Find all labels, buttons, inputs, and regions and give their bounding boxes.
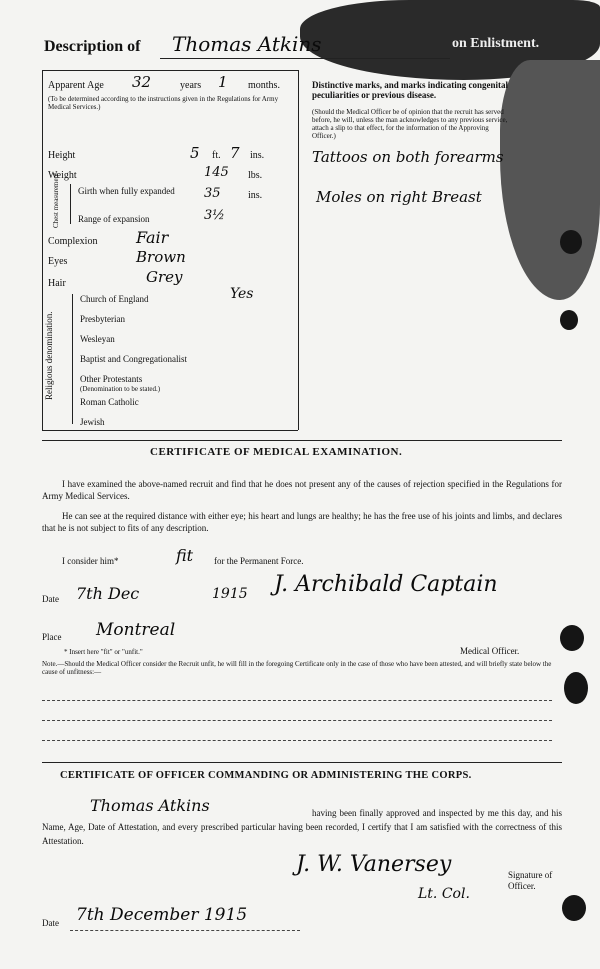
officer-date-value: 7th December 1915: [76, 905, 248, 925]
religion-label: Religious denomination.: [44, 311, 54, 400]
religion-other-protestants: Other Protestants: [80, 374, 143, 384]
insert-note: * Insert here "fit" or "unfit.": [64, 648, 143, 656]
desc-box-divider: [298, 70, 299, 430]
religion-jewish: Jewish: [80, 417, 105, 427]
officer-recruit-name: Thomas Atkins: [90, 796, 210, 815]
years-label: years: [180, 80, 202, 91]
complexion-value: Fair: [136, 228, 169, 247]
expansion-value: 3½: [204, 208, 225, 223]
ink-blot-3: [560, 625, 584, 651]
commanding-officer-rank: Lt. Col.: [418, 886, 470, 902]
ink-blot-5: [562, 895, 586, 921]
commanding-officer-signature: J. W. Vanersey: [296, 852, 452, 877]
desc-box-top: [42, 70, 298, 71]
medical-officer-label: Medical Officer.: [460, 646, 520, 656]
marks-line-1: Tattoos on both forearms: [312, 148, 504, 166]
marks-heading: Distinctive marks, and marks indicating congenital peculiarities or previous disease.: [312, 80, 509, 100]
religion-baptist: Baptist and Congregationalist: [80, 354, 187, 364]
religion-roman-catholic: Roman Catholic: [80, 397, 139, 407]
complexion-label: Complexion: [48, 236, 98, 247]
hair-value: Grey: [146, 268, 183, 286]
consider-value: fit: [176, 546, 194, 565]
officer-date-label: Date: [42, 918, 59, 928]
medical-date-value: 7th Dec: [76, 584, 140, 603]
recruit-name: Thomas Atkins: [172, 32, 322, 56]
chest-label: Chest measurement: [52, 172, 60, 228]
form-title: [44, 38, 140, 56]
medical-year: 1915: [212, 586, 248, 602]
eyes-label: Eyes: [48, 256, 68, 267]
girth-unit: ins.: [248, 190, 263, 201]
unfit-line-1: [42, 700, 552, 701]
desc-box-left: [42, 70, 43, 430]
officer-heading: CERTIFICATE OF OFFICER COMMANDING OR ADMINISTERING THE CORPS.: [60, 770, 472, 781]
height-in-value: 7: [230, 144, 240, 162]
consider-label: I consider him*: [62, 556, 119, 566]
unfit-line-3: [42, 740, 552, 741]
title-prefix: Description of: [44, 38, 141, 55]
title-underline: [160, 58, 450, 59]
weight-value: 145: [204, 165, 229, 180]
desc-box-bottom: [42, 430, 298, 431]
marks-note: (Should the Medical Officer be of opinion that the recruit has served before, he will, unless the man acknowledges to any previous service, attach a slip to that effect, for the information of the Approving Officer.): [312, 108, 508, 140]
medical-date-label: Date: [42, 594, 59, 604]
religion-presbyterian: Presbyterian: [80, 314, 125, 324]
signature-of-officer-label: Signature of Officer.: [508, 870, 553, 891]
age-months-value: 1: [218, 73, 228, 91]
ink-blot-4: [564, 672, 588, 704]
hair-label: Hair: [48, 278, 66, 289]
title-suffix: on Enlistment.: [452, 36, 540, 51]
age-label: Apparent Age: [48, 80, 104, 91]
medical-top-rule: [42, 440, 562, 441]
officer-para: having been finally approved and inspected by me this day, and his Name, Age, Date of Attestation, and every prescribed particular having been recorded, I certify that I am satisfied with the correctness of this Attestation.: [42, 808, 562, 846]
ink-blot-2: [560, 310, 578, 330]
months-label: months.: [248, 80, 280, 91]
chest-brace: [70, 184, 71, 224]
eyes-value: Brown: [136, 248, 186, 266]
marks-line-2: Moles on right Breast: [316, 188, 482, 206]
height-ft-value: 5: [190, 144, 200, 162]
place-label: Place: [42, 632, 62, 642]
ft-label: ft.: [212, 150, 221, 161]
medical-para-1: I have examined the above-named recruit and find that he does not present any of the causes of rejection specified in the Regulations for Army Medical Services.: [42, 479, 562, 501]
ink-blot-1: [560, 230, 582, 254]
officer-date-line: [70, 930, 300, 931]
religion-wesleyan: Wesleyan: [80, 334, 115, 344]
expansion-label: Range of expansion: [78, 214, 150, 224]
lbs-label: lbs.: [248, 170, 263, 181]
height-label: Height: [48, 150, 76, 161]
consider-suffix: for the Permanent Force.: [214, 556, 304, 566]
girth-label: Girth when fully expanded: [78, 186, 175, 196]
weight-label: Weight: [48, 170, 77, 181]
medical-officer-signature: J. Archibald Captain: [274, 572, 498, 597]
medical-para-2: He can see at the required distance with either eye; his heart and lungs are healthy; he has the free use of his joints and limbs, and declares that he is not subject to fits of any description.: [42, 511, 562, 533]
ins-label: ins.: [250, 150, 265, 161]
girth-value: 35: [204, 186, 221, 201]
place-value: Montreal: [96, 620, 176, 640]
ink-smudge-right: [500, 60, 600, 300]
medical-note: Note.—Should the Medical Officer consider the Recruit unfit, he will fill in the foregoing Certificate only in the case of those who have been attested, and will briefly state below the cause of unfitness:—: [42, 660, 552, 676]
religion-mark: Yes: [230, 286, 254, 302]
religion-brace: [72, 294, 73, 424]
medical-heading: CERTIFICATE OF MEDICAL EXAMINATION.: [150, 446, 403, 458]
other-protestants-note: (Denomination to be stated.): [80, 385, 161, 393]
religion-church-of-england: Church of England: [80, 294, 149, 304]
age-years-value: 32: [132, 73, 152, 91]
age-note: (To be determined according to the instructions given in the Regulations for Army Medical Services.): [48, 95, 279, 111]
unfit-line-2: [42, 720, 552, 721]
officer-top-rule: [42, 762, 562, 763]
